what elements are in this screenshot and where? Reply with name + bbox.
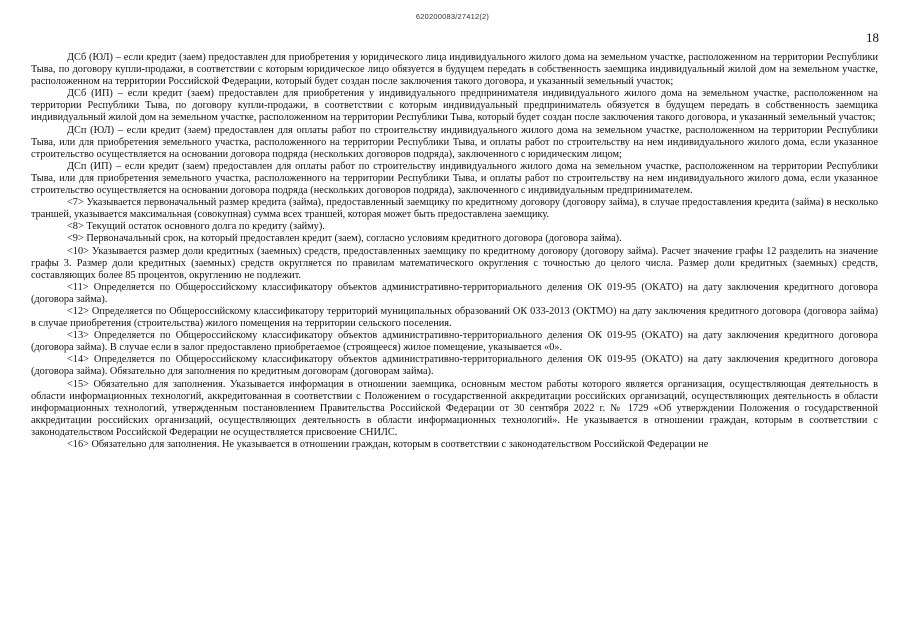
page-number: 18	[866, 30, 879, 45]
footnote-15: <15> Обязательно для заполнения. Указывается информация в отношении заемщика, основным местом работы которого является организация, осуществляющая деятельность в области информационных технологий, аккредитованная в соответствии с Положением о государственной аккредитации российских организаций, осуществляющих деятельность в области информационных технологий, утвержденным постановлением Правительства Российской Федерации от 30 сентября 2022 г. № 1729 «Об утверждении Положения о государственной аккредитации российских организаций, осуществляющих деятельность в области информационных технологий». Не указывается в отношении граждан, которым в соответствии с законодательством Российской Федерации не осуществляется присвоение СНИЛС.	[31, 378, 878, 438]
document-number: 620200083/27412(2)	[415, 12, 490, 21]
footnote-16: <16> Обязательно для заполнения. Не указывается в отношении граждан, которым в соответствии с законодательством Российской Федерации не	[67, 439, 709, 450]
paragraph-dsp-ip: ДСп (ИП) – если кредит (заем) предоставлен для оплаты работ по строительству индивидуального жилого дома на земельном участке, расположенном на территории Республики Тыва, или для приобретения земельного участка, расположенного на территории Республики Тыва, и оплаты работ по строительству на нем индивидуального жилого дома, если указанное строительство осуществляется на основании договора подряда (нескольких договоров подряда), заключенного с индивидуальным предпринимателем.	[31, 160, 878, 197]
footnote-14: <14> Определяется по Общероссийскому классификатору объектов административно-территориального деления ОК 019-95 (ОКАТО) на дату заключения кредитного договора (договора займа). Обязательно для заполнения по кредитным договорам (договорам займа).	[31, 354, 878, 378]
paragraph-dsp-ul: ДСп (ЮЛ) – если кредит (заем) предоставлен для оплаты работ по строительству индивидуального жилого дома на земельном участке, расположенном на территории Республики Тыва, или для приобретения земельного участка, расположенного на территории Республики Тыва, и оплаты работ по строительству на нем индивидуального жилого дома, если указанное строительство осуществляется на основании договора подряда (нескольких договоров подряда), заключенного с юридическим лицом;	[31, 124, 878, 160]
document-body	[31, 52, 878, 451]
footnote-11: <11> Определяется по Общероссийскому классификатору объектов административно-территориального деления ОК 019-95 (ОКАТО) на дату заключения кредитного договора (договора займа).	[31, 281, 878, 305]
footnote-12: <12> Определяется по Общероссийскому классификатору территорий муниципальных образований ОК 033-2013 (ОКТМО) на дату заключения кредитного договора (договора займа) в случае приобретения (строительства) жилого помещения на территории сельского поселения.	[31, 305, 878, 330]
paragraph-dsb-ip: ДСб (ИП) – если кредит (заем) предоставлен для приобретения у индивидуального предпринимателя индивидуального жилого дома на земельном участке, расположенном на территории Республики Тыва, по договору купли-продажи, в соответствии с которым индивидуальный предприниматель обязуется в будущем передать в собственность заемщика индивидуальный жилой дом на земельном участке, расположенном на территории Республики Тыва, который будет создан после заключения такого договора, и указанный земельный участок;	[31, 88, 878, 124]
footnote-8: <8> Текущий остаток основного долга по кредиту (займу).	[67, 221, 325, 233]
paragraph-dsb-ul: ДСб (ЮЛ) – если кредит (заем) предоставлен для приобретения у юридического лица индивидуального жилого дома на земельном участке, расположенном на территории Республики Тыва, по договору купли-продажи, в соответствии с которым юридическое лицо обязуется в будущем передать в собственность заемщика индивидуальный жилой дом на земельном участке, расположенном на территории Российской Федерации, который будет создан после заключения такого договора, и указанный земельный участок;	[31, 52, 878, 88]
footnote-13: <13> Определяется по Общероссийскому классификатору объектов административно-территориального деления ОК 019-95 (ОКАТО) на дату заключения кредитного договора (договора займа). В случае если в залог предоставлено приобретаемое (строящееся) жилое помещение, указывается «0».	[31, 330, 878, 354]
footnote-7: <7> Указывается первоначальный размер кредита (займа), предоставленный заемщику по кредитному договору (договору займа), в случае предоставления кредита (займа) в несколько траншей, указывается максимальная (совокупная) сумма всех траншей, которая может быть предоставлена заемщику.	[31, 197, 878, 221]
footnote-10: <10> Указывается размер доли кредитных (заемных) средств, предоставленных заемщику по кредитному договору (договору займа). Расчет значение графы 12 разделить на значение графы 3. Размер доли кредитных (заемных) средств округляется по правилам математического округления с точностью до целого числа. Размер доли кредитных (заемных) средств, составляющих более 85 процентов, округлению не подлежит.	[31, 245, 878, 281]
footnote-9: <9> Первоначальный срок, на который предоставлен кредит (заем), согласно условиям кредитного договора (договора займа).	[67, 233, 622, 245]
